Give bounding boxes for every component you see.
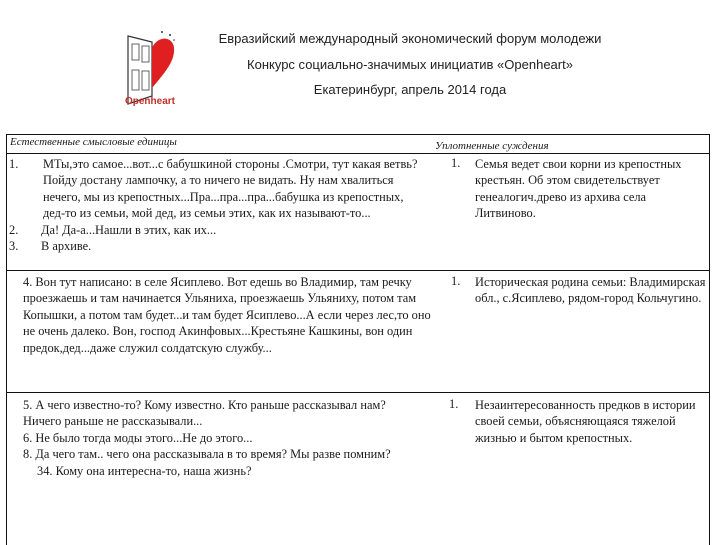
list-item: 1. МТы,это самое...вот...с бабушкиной стороны .Смотри, тут какая ветвь? Пойду достану лампочку, а то ничего не видать. Ну нам хвалиться нечего, мы из крепостных...Пра...пра...пра...бабушка из крепостных, дед-то из семьи, мой дед, из семьи этих, как их называют-то... — [9, 157, 418, 221]
logo-label: Openheart — [124, 96, 175, 107]
col-header-condensed-judgments: Уплотненные суждения — [435, 140, 549, 152]
location-date: Екатеринбург, апрель 2014 года — [313, 82, 507, 97]
contest-title: Конкурс социально-значимых инициатив «Openheart» — [247, 57, 573, 72]
text-line: 8. Да чего там.. чего она рассказывала в то время? Мы разве помним? — [23, 447, 391, 462]
table-row-3-left — [23, 397, 453, 479]
table-row-2-right: Историческая родина семьи: Владимирская обл., с.Ясиплево, рядом-город Кольчугино. — [475, 275, 706, 306]
row-3-right-number: 1. — [449, 397, 459, 411]
text-line: 6. Не было тогда моды этого...Не до этого... — [23, 430, 253, 445]
text-line: 34. Кому она интересна-то, наша жизнь? — [37, 463, 252, 478]
col-header-natural-units: Естественные смысловые единицы — [10, 136, 177, 148]
table-row-1-left — [9, 156, 427, 254]
row-divider — [7, 270, 709, 271]
text-line: Ничего раньше не рассказывали... — [23, 414, 203, 429]
header-divider — [7, 153, 709, 154]
forum-title: Евразийский международный экономический форум молодежи — [218, 31, 602, 46]
table-row-2-left: 4. Вон тут написано: в селе Ясиплево. Вот едешь во Владимир, там речку проезжаешь и там начинается Ульяниха, проезжаешь Ульяниху, потом там Копышки, а потом там будет...и там будет Ясиплево...А если через лес,то оно не очень далеко. Вон, господ Акинфовых...Крестьяне Кашкины, вон один предок,дед...даже служил солдатскую службу... — [23, 275, 431, 355]
analysis-table — [6, 134, 710, 545]
list-item: 2. Да! Да-а...Нашли в этих, как их... — [9, 222, 217, 237]
row-2-right-number: 1. — [451, 274, 461, 288]
row-1-right-number: 1. — [451, 156, 461, 170]
text-line: 5. А чего известно-то? Кому известно. Кто раньше рассказывал нам? — [23, 398, 386, 412]
table-row-3-right: Незаинтересованность предков в истории своей семьи, объясняющаяся тяжелой жизнью и бытом крепостных. — [475, 398, 696, 445]
row-divider — [7, 392, 709, 393]
list-item: 3. В архиве. — [9, 239, 92, 254]
table-row-1-right: Семья ведет свои корни из крепостных крестьян. Об этом свидетельствует генеалогич.древо из архива села Литвиново. — [475, 157, 682, 221]
